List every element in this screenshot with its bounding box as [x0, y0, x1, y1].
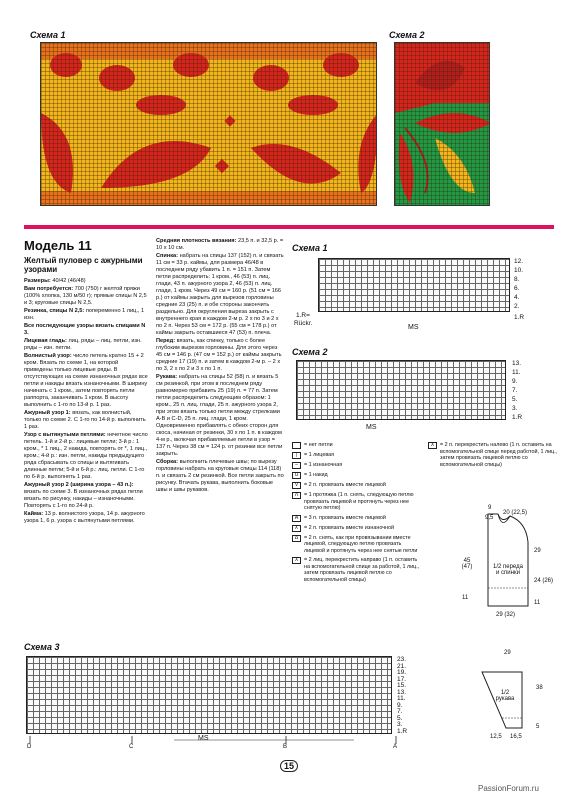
row-label: 7. — [397, 708, 403, 715]
row-label: 1.R= — [296, 312, 310, 319]
row-label: 19. — [397, 669, 407, 676]
model-subtitle: Желтый пуловер с ажурными узорами — [24, 256, 143, 274]
symbol-legend — [292, 442, 420, 586]
paragraph: Кайма: 13 р. волнистого узора, 14 р. ажурного узора 1, 6 р. узора с вытянутыми петлями. — [24, 511, 145, 524]
paragraph: Волнистый узор: число петель кратно 15 + 2 кром. Вязать по схеме 1, на которой приведены только лицевые ряды. В отсутствующих на схеме изнаночных рядах все петли и накиды вязать изнаночными. В ширину начинать с 1 кром., затем повторять петли раппорта, заканчивать 1 кром. В высоту выполнить с 1-го по 13-й р. 1 раз. — [24, 353, 148, 408]
row-label: Rückr. — [294, 320, 313, 327]
paragraph: Перед: вязать, как спинку, только с более глубоким вырезом горловины. Для этого через 45 см = 146 р. (47 см = 152 р.) от каймы закрыть средние 17 (19) п. и затем в каждом 2-м р. – 2 х по 3, 2 х по 2 и 3 х по 1 п. — [156, 338, 282, 372]
dimension-label: 16,5 — [510, 734, 522, 740]
row-label: 11. — [512, 369, 521, 376]
paragraph: Лицевая гладь: лиц. ряды – лиц. петли, изн. ряды – изн. петли. — [24, 338, 142, 351]
row-label: 10. — [514, 267, 524, 274]
row-label: 23. — [397, 656, 407, 663]
legend-item: X = 2 лиц. перекрестить направо (1 п. оставить на вспомогательной спице за работой, 1 лиц., затем провязать лицевой петлю со вспомогательной спицы) — [292, 557, 420, 583]
sleeve-piece-label: 1/2 рукава — [495, 690, 515, 702]
watermark: PassionForum.ru — [478, 784, 539, 793]
paragraph: Сборка: выполнить плечевые швы; по вырезу горловины набрать на круговые спицы 114 (118) п. и связать 2 см резинкой. Все петли закрыть по рисунку. Втачать рукава, выполнить боковые швы и швы рукавов. — [156, 459, 284, 493]
paragraph: Размеры: 40/42 (46/48) — [24, 278, 86, 284]
row-label: 1.R — [514, 314, 525, 321]
knit-chart1-title: Схема 1 — [292, 243, 328, 253]
row-label: 15. — [397, 682, 407, 689]
symbol-legend-right — [428, 442, 558, 471]
paragraph: Средняя плотность вязания: 23,5 п. и 32,5 р. = 10 х 10 см. — [156, 238, 284, 251]
row-label: 2. — [514, 303, 520, 310]
paragraph: Спинка: набрать на спицы 137 (152) п. и связать 11 см = 33 р. каймы, для размера 46/48 в последнем ряду убавить 1 п. = 151 п. Затем петли распределить: 1 кром., 46 (53) п. лиц. глади, 43 п. ажурного узора 2, 46 (53) п. лиц. глади, 1 кром. Через 49 см = 160 р. (51 см = 166 р.) от каймы закрыть для вырезов горловины средние 23 (25) п. и обе стороны закончить раздельно. Для округления выреза закрыть с внутреннего края в каждом 2-м р. 2 х по 3 и 2 х по 2 п. Через 53 см = 172 р. (55 см = 178 р.) от каймы закрыть оставшиеся 47 (53) п. плеча. — [156, 253, 284, 336]
legend-item: X = 2 п. перекрестить налево (1 п. оставить на вспомогательной спице перед работой, 1 лиц., затем провязать лицевой петлю со вспомогательной спицы) — [428, 442, 558, 468]
legend-item: A = 3 п. провязать вместе лицевой — [292, 515, 420, 522]
legend-item: Λ = 1 протяжка (1 п. снять, следующую петлю провязать лицевой и протянуть через нее снятую петлю) — [292, 492, 420, 512]
dimension-label: 29 (32) — [496, 612, 516, 618]
paragraph: Все последующие узоры вязать спицами N 3. — [24, 323, 146, 336]
text-column-1 — [24, 238, 148, 526]
dimension-label: 29 — [534, 548, 541, 554]
paragraph: Ажурный узор 1: вязать, как волнистый, только по схеме 2. С 1-го по 14-й р. выполнить 1 раз. — [24, 410, 146, 430]
row-label: 12. — [514, 258, 524, 265]
ms-label: MS — [198, 735, 209, 742]
knit-chart-3 — [26, 656, 392, 734]
row-label: 5. — [512, 396, 518, 403]
row-label: 21. — [397, 662, 407, 670]
scheme1-title: Схема 1 — [30, 30, 66, 40]
row-label: 3. — [512, 405, 518, 412]
dimension-label: 29 — [504, 650, 511, 656]
paragraph: Вам потребуется: 700 (750) г желтой пряжи (100% хлопка, 130 м/50 г); прямые спицы N 2,5 и 3; круговые спицы N 2,5. — [24, 286, 147, 306]
row-label: 17. — [397, 675, 407, 683]
row-label: 1.R — [512, 414, 523, 421]
row-label: 7. — [512, 387, 518, 394]
ms-label: MS — [408, 324, 419, 331]
row-label: 8. — [514, 276, 520, 283]
page-number: 15 — [280, 760, 298, 772]
dimension-label: 9,5 — [485, 515, 494, 521]
row-label: 6. — [514, 285, 520, 292]
knit-chart2-title: Схема 2 — [292, 347, 328, 357]
row-label: 3. — [397, 721, 403, 728]
legend-item: = нет петли — [292, 442, 420, 449]
text-column-2 — [156, 238, 284, 495]
color-chart-1 — [40, 42, 377, 206]
row-label: 1.R — [397, 727, 408, 735]
legend-item: – = 1 изнаночная — [292, 462, 420, 469]
dimension-label: 5 — [536, 724, 540, 730]
dimension-label: 45 (47) — [461, 558, 473, 570]
row-label: 9. — [512, 378, 518, 385]
marker-label: B — [283, 744, 288, 750]
row-label: 9. — [397, 701, 403, 709]
paragraph: Резинка, спицы N 2,5: попеременно 1 лиц., 1 изн. — [24, 308, 145, 321]
knit-chart-2 — [296, 360, 506, 420]
row-label: 11. — [397, 695, 406, 702]
color-chart-1-motif — [41, 43, 377, 206]
marker-label: C — [129, 744, 134, 750]
dimension-label: 11 — [462, 595, 469, 601]
body-piece-label: 1/2 переда и спинки — [493, 564, 523, 576]
dimension-label: 38 — [536, 685, 543, 691]
color-chart-2-motif — [395, 43, 490, 206]
ms-label: MS — [366, 424, 377, 431]
dimension-label: 12,5 — [490, 734, 502, 740]
legend-item: Δ = 2 п. снять, как при провязывании вместе лицевой, следующую петлю провязать лицевой и протянуть через нее снятые петли — [292, 535, 420, 555]
paragraph: Рукава: набрать на спицы 52 (58) п. и вязать 5 см резинкой, при этом в последнем ряду равномерно прибавить 25 (19) п. = 77 п. Затем петли распределить следующим образом: 1 кром., 25 п. лиц. глади, 25 п. ажурного узора 2, при этом вязать только петли между стрелками A-B и C-D, 25 п. лиц. глади, 1 кром. Одновременно прибавлять с обеих сторон для скоса, начиная от резинки, 30 х по 1 п. в каждом 4-м р., включая прибавляемые петли в узор = 137 п. Через 38 см = 124 р. от резинки все петли закрыть. — [156, 374, 283, 457]
legend-item: V = 2 п. провязать вместе лицевой — [292, 482, 420, 489]
row-label: 4. — [514, 294, 520, 301]
model-title: Модель 11 — [24, 238, 92, 253]
row-label: 13. — [512, 360, 522, 367]
dimension-label: 9 — [488, 505, 492, 511]
legend-item: ⊼ = 2 п. провязать вместе изнаночной — [292, 525, 420, 532]
paragraph: Ажурный узор 2 (ширина узора – 43 п.): вязать по схеме 3. В изнаночных рядах петли вязать по рисунку, накиды – изнаночными. Повторять с 1-го по 24-й р. — [24, 482, 143, 509]
chart3-markers — [24, 734, 404, 754]
legend-item: U = 1 накид — [292, 472, 420, 479]
paragraph: Узор с вытянутыми петлями: нечетное число петель. 1-й и 2-й р.: лицевые петли; 3-й р.: 1 кром., * 1 лиц., 2 накида, повторять от *, 1 лиц., кром.; 4-й р.: изн. петли, накиды предыдущего ряда сбрасывать со спицы и вытягивать длинные петли; 5-й и 6-й р.: лиц. петли. С 1-го по 6-й р. выполнять 1 раз. — [24, 432, 148, 480]
scheme2-title: Схема 2 — [389, 30, 425, 40]
dimension-label: 11 — [534, 600, 541, 606]
marker-label: D — [27, 744, 32, 750]
dimension-label: 24 (26) — [534, 578, 554, 584]
dimension-label: 20 (22,5) — [503, 510, 528, 516]
accent-bar — [24, 225, 554, 229]
knit-chart-1 — [318, 258, 510, 312]
knit-chart3-title: Схема 3 — [24, 642, 60, 652]
marker-label: A — [393, 744, 398, 750]
color-chart-2 — [394, 42, 490, 206]
row-label: 5. — [397, 714, 403, 722]
legend-item: | = 1 лицевая — [292, 452, 420, 459]
row-label: 13. — [397, 688, 407, 696]
